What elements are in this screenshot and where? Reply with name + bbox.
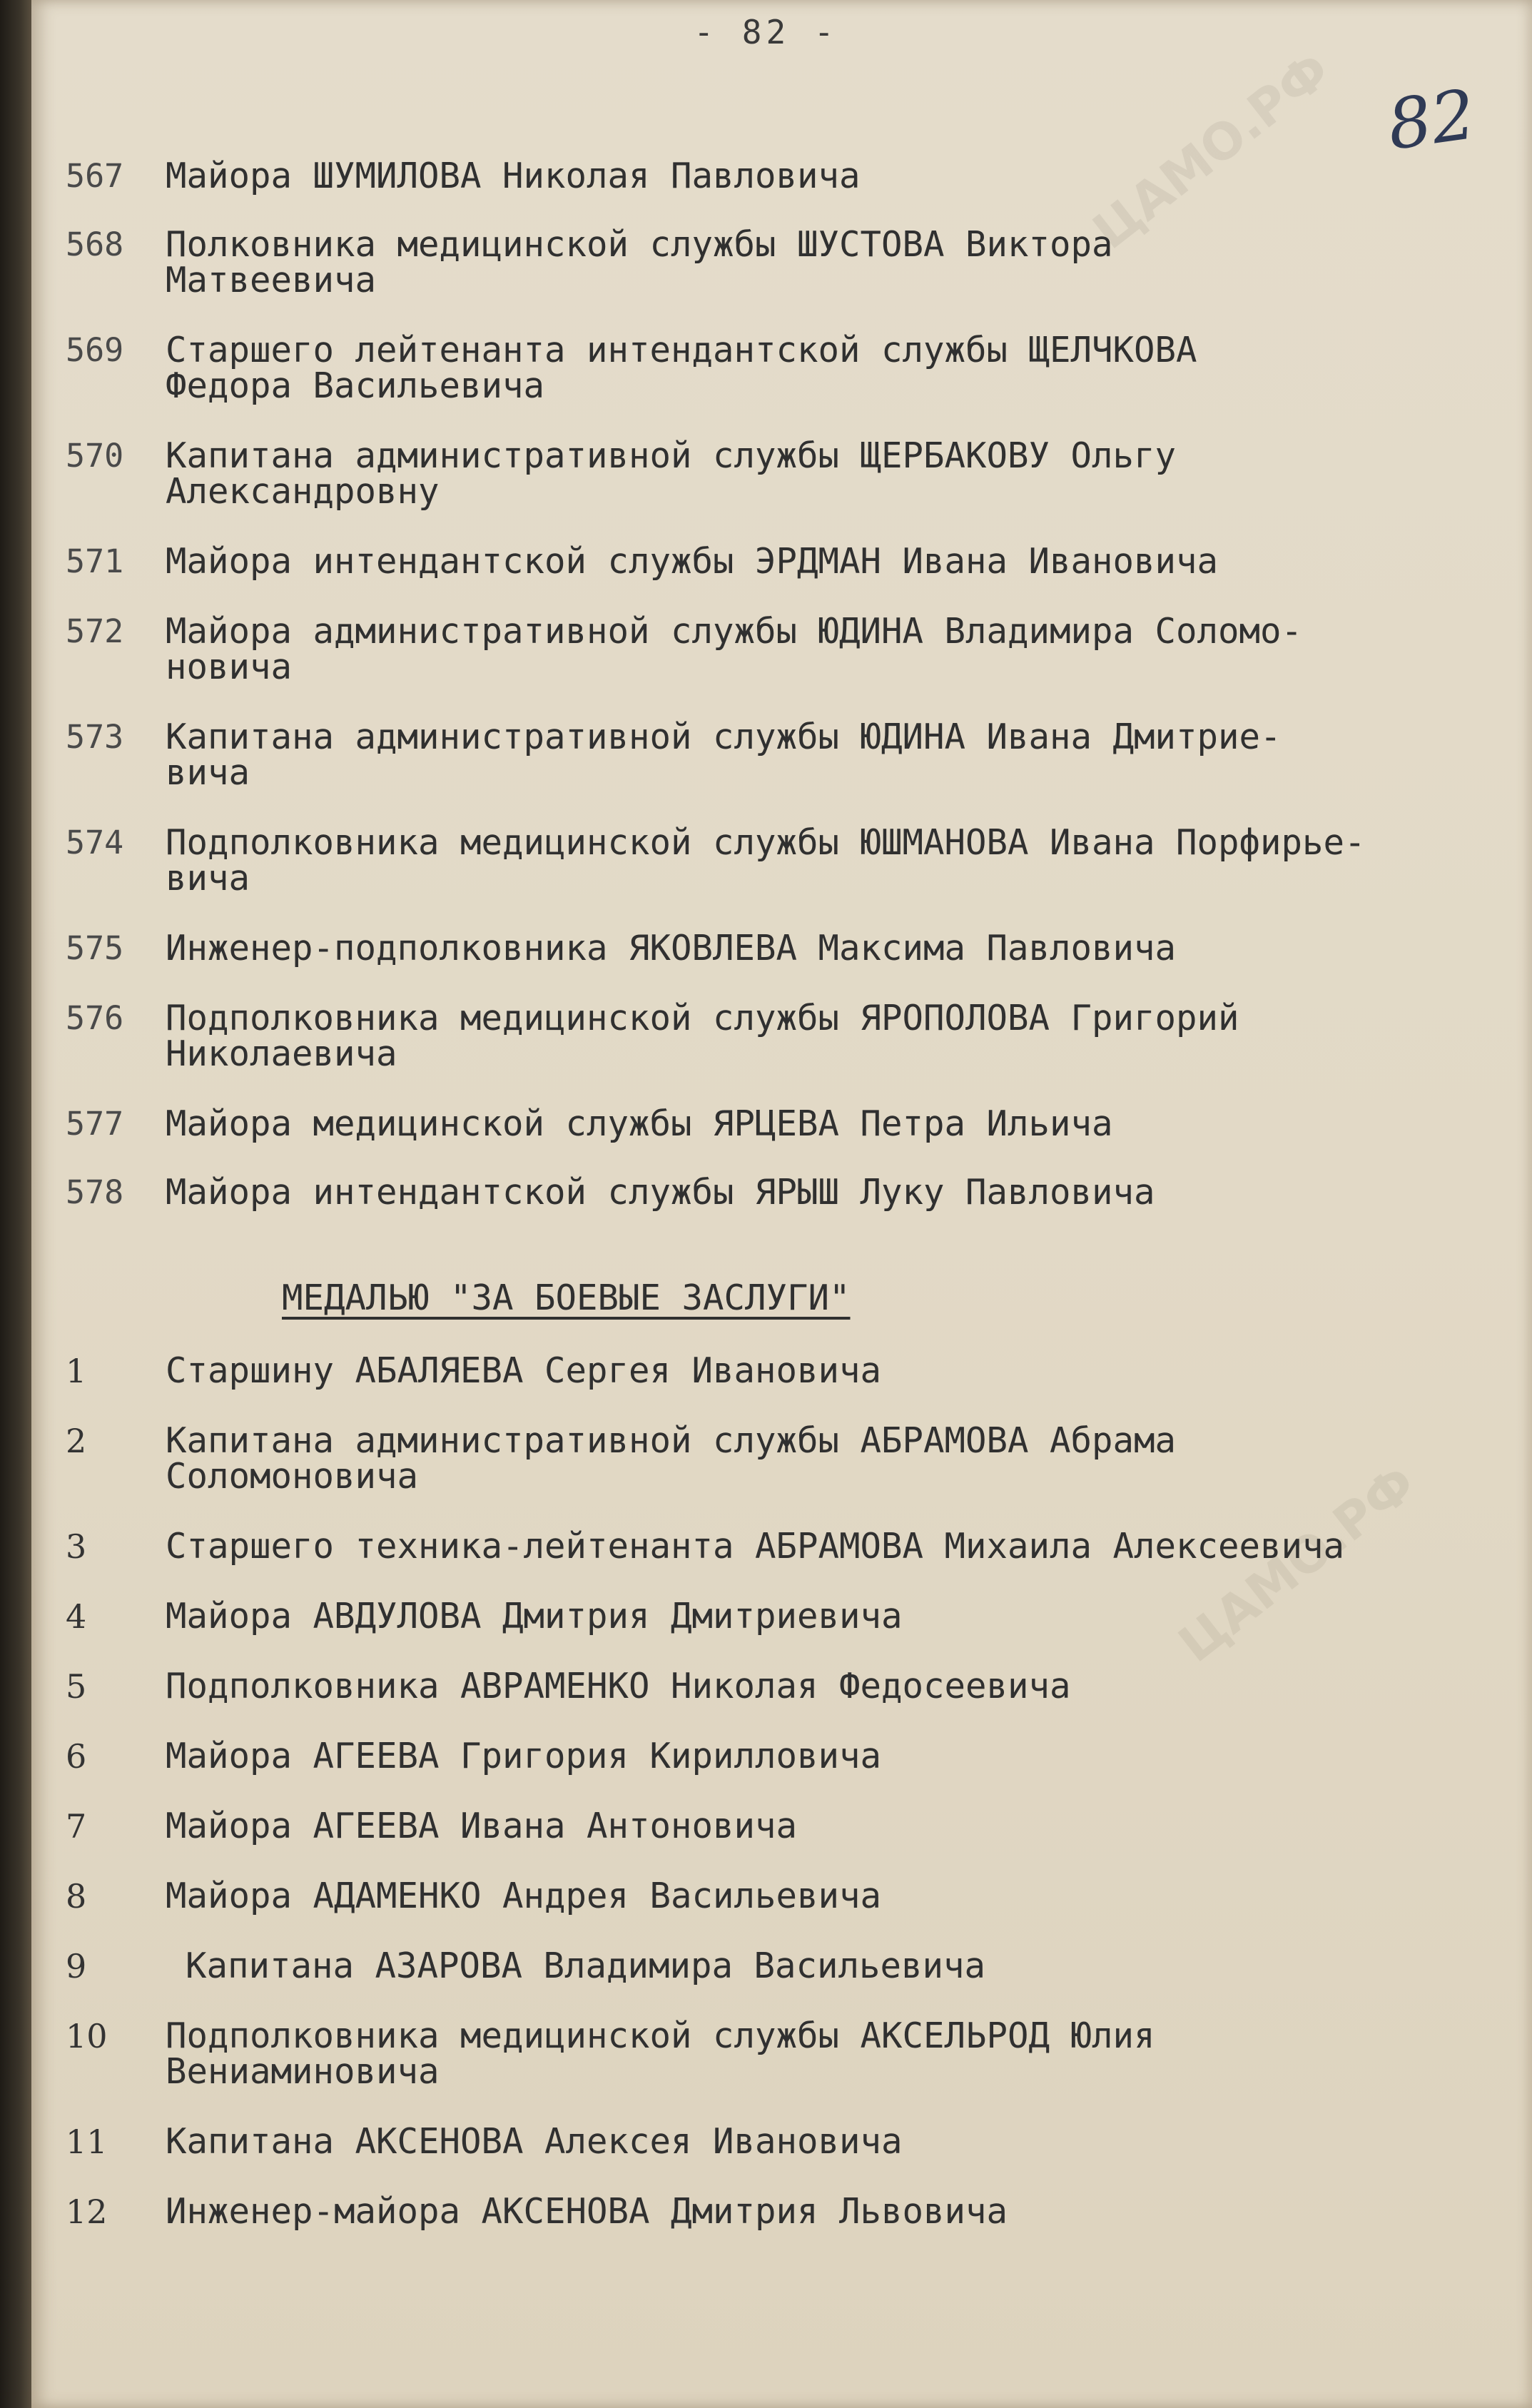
entry-number: 576 [66, 999, 124, 1037]
entry-text: Старшину АБАЛЯЕВА Сергея Ивановича [166, 1350, 882, 1391]
watermark: ЦАМО.РФ [1167, 1453, 1426, 1674]
entry-number: 577 [66, 1105, 124, 1143]
entry-text: Майора ШУМИЛОВА Николая Павловича [166, 156, 861, 196]
entry-number: 2 [66, 1422, 87, 1460]
entry-text: Майора административной службы ЮДИНА Владимира Соломо- новича [166, 611, 1303, 687]
watermark: ЦАМО.РФ [1082, 40, 1341, 261]
entry-number: 7 [66, 1807, 87, 1846]
section-heading: МЕДАЛЬЮ "ЗА БОЕВЫЕ ЗАСЛУГИ" [282, 1278, 851, 1318]
handwritten-page-number: 82 [1382, 74, 1481, 166]
entry-text: Майора АГЕЕВА Ивана Антоновича [166, 1806, 798, 1846]
entry-number: 11 [66, 2123, 108, 2161]
entry-number: 3 [66, 1527, 87, 1566]
entry-text: Майора АВДУЛОВА Дмитрия Дмитриевича [166, 1596, 903, 1636]
entry-text: Капитана административной службы ЮДИНА Ивана Дмитрие- вича [166, 717, 1282, 793]
entry-text: Майора АГЕЕВА Григория Кирилловича [166, 1736, 882, 1776]
entry-text: Капитана административной службы ЩЕРБАКОВУ Ольгу Александровну [166, 435, 1177, 512]
entry-text: Полковника медицинской службы ШУСТОВА Виктора Матвеевича [166, 224, 1113, 300]
entry-number: 9 [66, 1947, 87, 1985]
entry-text: Майора АДАМЕНКО Андрея Васильевича [166, 1876, 882, 1916]
entry-number: 5 [66, 1667, 87, 1706]
entry-number: 567 [66, 157, 124, 195]
entry-text: Подполковника медицинской службы ЯРОПОЛОВА Григорий Николаевича [166, 998, 1239, 1074]
entry-number: 573 [66, 718, 124, 756]
entry-text: Майора интендантской службы ЭРДМАН Ивана Ивановича [166, 541, 1219, 582]
entry-text: Майора медицинской службы ЯРЦЕВА Петра Ильича [166, 1103, 1113, 1144]
entry-text: Старшего лейтенанта интендантской службы ЩЕЛЧКОВА Федора Васильевича [166, 330, 1197, 406]
entry-number: 8 [66, 1877, 87, 1916]
entry-text: Капитана административной службы АБРАМОВА Абрама Соломоновича [166, 1420, 1177, 1497]
page-number: - 82 - [694, 13, 838, 51]
entry-number: 571 [66, 542, 124, 580]
entry-number: 572 [66, 612, 124, 650]
entry-text: Капитана АЗАРОВА Владимира Васильевича [186, 1946, 986, 1986]
entry-text: Подполковника медицинской службы ЮШМАНОВА Ивана Порфирье- вича [166, 822, 1366, 899]
entry-number: 10 [66, 2017, 108, 2055]
entry-number: 570 [66, 437, 124, 475]
entry-text: Инженер-майора АКСЕНОВА Дмитрия Львовича [166, 2191, 1008, 2232]
entry-number: 574 [66, 824, 124, 861]
entry-text: Майора интендантской службы ЯРЫШ Луку Павловича [166, 1172, 1155, 1213]
entry-number: 575 [66, 929, 124, 967]
entry-text: Инженер-подполковника ЯКОВЛЕВА Максима Павловича [166, 928, 1177, 968]
entry-text: Старшего техника-лейтенанта АБРАМОВА Михаила Алексеевича [166, 1526, 1345, 1567]
entry-text: Капитана АКСЕНОВА Алексея Ивановича [166, 2121, 903, 2162]
entry-number: 578 [66, 1173, 124, 1211]
entry-text: Подполковника медицинской службы АКСЕЛЬРОД Юлия Вениаминовича [166, 2015, 1155, 2092]
entry-number: 568 [66, 226, 124, 263]
entry-text: Подполковника АВРАМЕНКО Николая Федосеевича [166, 1666, 1071, 1706]
entry-number: 6 [66, 1737, 87, 1776]
entry-number: 12 [66, 2192, 108, 2231]
entry-number: 4 [66, 1597, 87, 1636]
entry-number: 1 [66, 1352, 87, 1390]
entry-number: 569 [66, 331, 124, 369]
